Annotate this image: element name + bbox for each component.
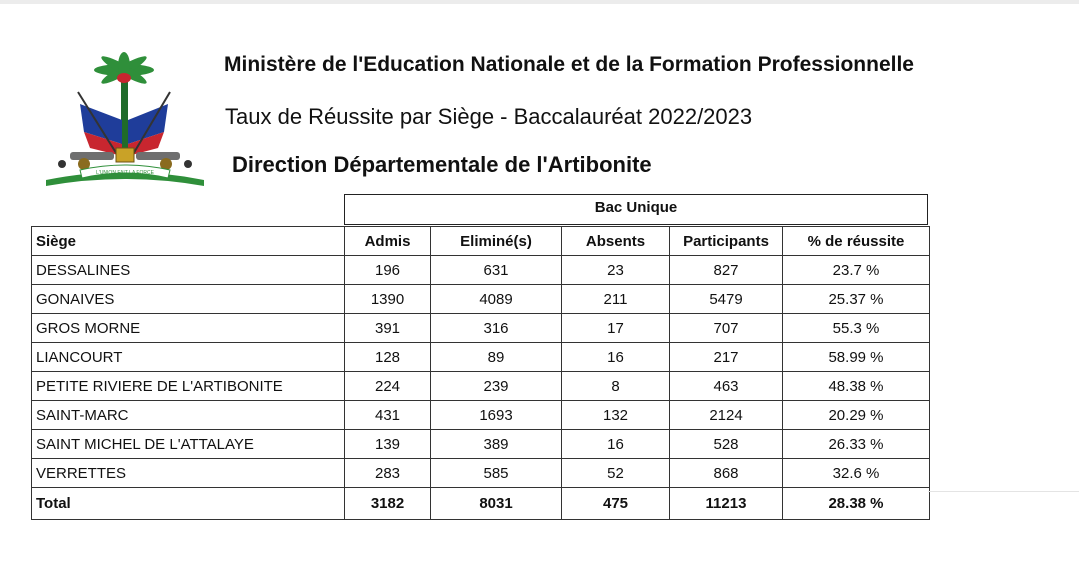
table-row <box>32 430 930 459</box>
cell-reussite: 32.6 % <box>783 459 930 488</box>
cell-siege: DESSALINES <box>32 256 345 285</box>
cell-reussite: 48.38 % <box>783 372 930 401</box>
column-header-elimines: Eliminé(s) <box>431 227 562 256</box>
total-admis: 3182 <box>345 488 431 520</box>
cell-elimines: 89 <box>431 343 562 372</box>
cell-siege: SAINT MICHEL DE L'ATTALAYE <box>32 430 345 459</box>
bac-unique-group-header: Bac Unique <box>344 194 928 225</box>
cell-participants: 5479 <box>670 285 783 314</box>
cell-participants: 2124 <box>670 401 783 430</box>
cell-admis: 224 <box>345 372 431 401</box>
cell-elimines: 1693 <box>431 401 562 430</box>
table-row <box>32 343 930 372</box>
report-title: Taux de Réussite par Siège - Baccalauréat 2022/2023 <box>225 104 753 129</box>
cell-admis: 139 <box>345 430 431 459</box>
cell-absents: 52 <box>562 459 670 488</box>
table-header-row <box>32 227 930 256</box>
cell-absents: 132 <box>562 401 670 430</box>
cell-absents: 8 <box>562 372 670 401</box>
cell-participants: 463 <box>670 372 783 401</box>
cell-absents: 17 <box>562 314 670 343</box>
cell-siege: GONAIVES <box>32 285 345 314</box>
cell-admis: 196 <box>345 256 431 285</box>
table-row <box>32 459 930 488</box>
cell-elimines: 389 <box>431 430 562 459</box>
column-header-admis: Admis <box>345 227 431 256</box>
cell-absents: 16 <box>562 430 670 459</box>
cell-participants: 827 <box>670 256 783 285</box>
cell-reussite: 23.7 % <box>783 256 930 285</box>
cell-absents: 23 <box>562 256 670 285</box>
total-row <box>32 488 930 520</box>
total-label: Total <box>32 488 345 520</box>
cell-elimines: 4089 <box>431 285 562 314</box>
column-header-reussite: % de réussite <box>783 227 930 256</box>
cell-siege: GROS MORNE <box>32 314 345 343</box>
cell-admis: 391 <box>345 314 431 343</box>
total-absents: 475 <box>562 488 670 520</box>
cell-reussite: 55.3 % <box>783 314 930 343</box>
ministry-title: Ministère de l'Education Nationale et de la Formation Professionnelle <box>224 53 914 76</box>
cell-siege: LIANCOURT <box>32 343 345 372</box>
total-elimines: 8031 <box>431 488 562 520</box>
table-row <box>32 401 930 430</box>
cell-siege: PETITE RIVIERE DE L'ARTIBONITE <box>32 372 345 401</box>
table-row <box>32 256 930 285</box>
cell-elimines: 239 <box>431 372 562 401</box>
background-divider <box>928 491 1079 492</box>
table-row <box>32 285 930 314</box>
cell-admis: 431 <box>345 401 431 430</box>
cell-participants: 707 <box>670 314 783 343</box>
cell-admis: 1390 <box>345 285 431 314</box>
cell-reussite: 26.33 % <box>783 430 930 459</box>
total-participants: 11213 <box>670 488 783 520</box>
cell-participants: 217 <box>670 343 783 372</box>
cell-absents: 16 <box>562 343 670 372</box>
cell-absents: 211 <box>562 285 670 314</box>
cell-elimines: 585 <box>431 459 562 488</box>
cell-reussite: 25.37 % <box>783 285 930 314</box>
cell-reussite: 20.29 % <box>783 401 930 430</box>
column-header-siege: Siège <box>32 227 345 256</box>
haiti-coat-of-arms-emblem <box>40 52 210 188</box>
cell-participants: 868 <box>670 459 783 488</box>
direction-title: Direction Départementale de l'Artibonite <box>232 152 652 177</box>
column-header-participants: Participants <box>670 227 783 256</box>
top-divider <box>0 0 1079 4</box>
cell-siege: SAINT-MARC <box>32 401 345 430</box>
column-header-absents: Absents <box>562 227 670 256</box>
results-table <box>31 226 930 520</box>
table-row <box>32 372 930 401</box>
cell-siege: VERRETTES <box>32 459 345 488</box>
total-reussite: 28.38 % <box>783 488 930 520</box>
cell-elimines: 631 <box>431 256 562 285</box>
cell-elimines: 316 <box>431 314 562 343</box>
cell-admis: 128 <box>345 343 431 372</box>
cell-reussite: 58.99 % <box>783 343 930 372</box>
cell-admis: 283 <box>345 459 431 488</box>
emblem-motto: L'UNION FAIT LA FORCE <box>96 170 154 176</box>
cell-participants: 528 <box>670 430 783 459</box>
table-row <box>32 314 930 343</box>
